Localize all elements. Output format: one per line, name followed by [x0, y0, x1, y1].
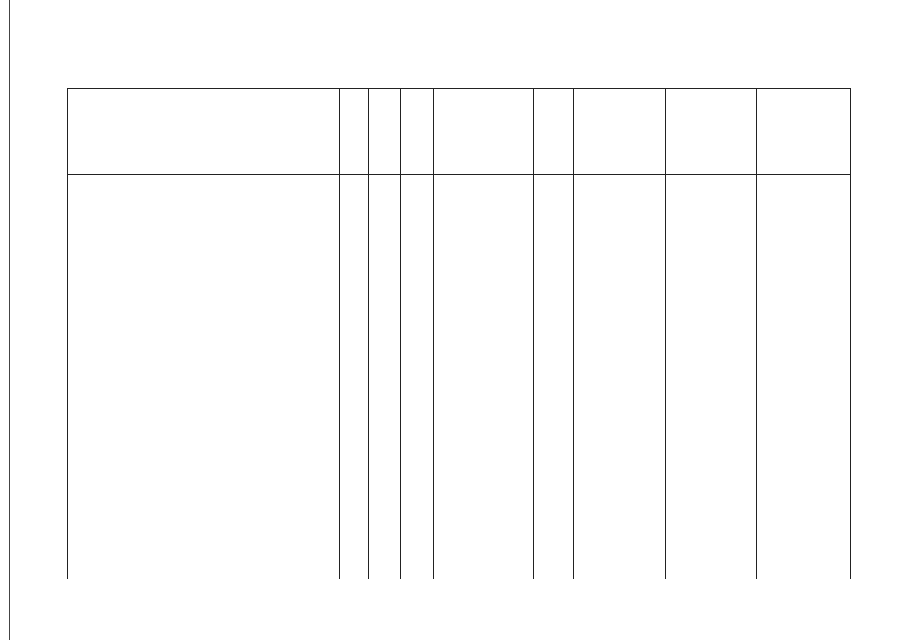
header-name [68, 89, 339, 174]
header-vedomstvo [339, 89, 368, 174]
header-gruppa [533, 89, 573, 174]
header-2023 [756, 89, 850, 174]
header-2022 [665, 89, 756, 174]
budget-table [67, 88, 851, 579]
header-2021 [573, 89, 665, 174]
header-razdel [368, 89, 400, 174]
left-margin-rule [9, 0, 10, 640]
header-celevaya [433, 89, 533, 174]
header-podrazdel [400, 89, 433, 174]
header-divider [68, 174, 850, 175]
